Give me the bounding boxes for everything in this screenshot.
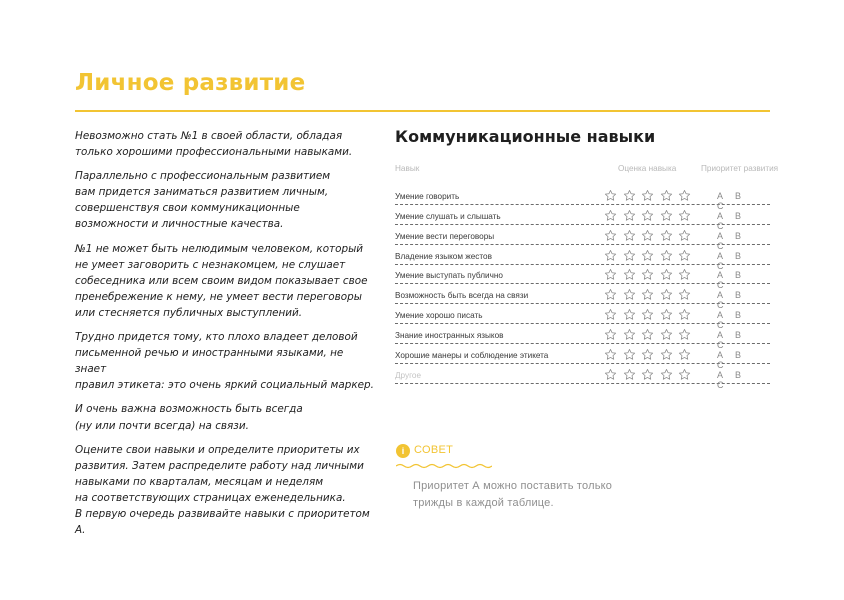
rating-stars [604, 288, 697, 302]
star-icon[interactable] [604, 348, 617, 361]
star-icon[interactable] [660, 249, 673, 262]
priority-option[interactable]: A [717, 329, 724, 340]
intro-paragraph-3: №1 не может быть нелюдимым человеком, который не умеет заговорить с незнакомцем, не слушает собеседника или всем своим видом показывает свое пренебрежение к нему, не умеет вести переговоры или стесняется публичных выступлений. [75, 242, 368, 319]
star-icon[interactable] [623, 288, 636, 301]
star-icon[interactable] [660, 368, 673, 381]
star-icon[interactable] [678, 189, 691, 202]
star-icon[interactable] [641, 229, 654, 242]
table-row [395, 265, 770, 291]
priority-option[interactable]: C [717, 260, 724, 271]
skill-label: Умение говорить [395, 192, 460, 201]
priority-option[interactable]: B [735, 369, 742, 380]
star-icon[interactable] [641, 288, 654, 301]
intro-paragraph-1: Невозможно стать №1 в своей области, обладая только хорошими профессиональными навыками. [75, 130, 353, 159]
star-icon[interactable] [604, 308, 617, 321]
priority-option[interactable]: A [717, 191, 724, 201]
priority-option[interactable]: A [717, 290, 724, 301]
skill-label: Знание иностранных языков [395, 330, 504, 340]
star-icon[interactable] [641, 189, 654, 202]
priority-option[interactable]: A [717, 210, 724, 221]
skill-label: Умение хорошо писать [395, 311, 483, 321]
star-icon[interactable] [660, 268, 673, 281]
priority-option[interactable]: B [735, 250, 742, 261]
priority-option[interactable]: B [735, 270, 742, 281]
star-icon[interactable] [623, 249, 636, 262]
priority-option[interactable]: A [717, 310, 724, 321]
table-row [395, 305, 770, 331]
star-icon[interactable] [604, 249, 617, 262]
column-header-skill: Навык [395, 164, 420, 173]
skill-label: Умение вести переговоры [395, 231, 495, 241]
priority-option[interactable]: C [717, 220, 724, 231]
skills-table-header [395, 164, 779, 178]
star-icon[interactable] [678, 229, 691, 242]
priority-option[interactable]: C [717, 280, 724, 291]
star-icon[interactable] [678, 268, 691, 281]
star-icon[interactable] [623, 209, 636, 222]
star-icon[interactable] [660, 189, 673, 202]
title-divider [75, 110, 770, 112]
rating-stars [604, 308, 697, 322]
priority-option[interactable]: B [735, 349, 742, 360]
star-icon[interactable] [604, 268, 617, 281]
star-icon[interactable] [604, 229, 617, 242]
rating-stars [604, 209, 697, 223]
star-icon[interactable] [678, 348, 691, 361]
star-icon[interactable] [641, 348, 654, 361]
star-icon[interactable] [641, 209, 654, 222]
table-row [395, 365, 770, 390]
priority-option[interactable]: C [717, 339, 724, 350]
priority-option[interactable]: C [717, 300, 724, 311]
table-row [395, 206, 770, 231]
skill-label: Владение языком жестов [395, 251, 492, 261]
star-icon[interactable] [660, 229, 673, 242]
priority-option[interactable]: C [717, 201, 724, 211]
star-icon[interactable] [641, 308, 654, 321]
skill-label: Возможность быть всегда на связи [395, 291, 529, 301]
table-row [395, 285, 770, 311]
priority-option[interactable]: B [735, 310, 742, 321]
star-icon[interactable] [604, 288, 617, 301]
priority-option[interactable]: A [717, 369, 724, 380]
star-icon[interactable] [678, 308, 691, 321]
priority-option[interactable]: A [717, 230, 724, 241]
priority-option[interactable]: B [735, 329, 742, 340]
info-icon: i [396, 444, 410, 458]
skills-section-title: Коммуникационные навыки [395, 127, 656, 146]
intro-paragraph-6: Оцените свои навыки и определите приоритеты их развития. Затем распределите работу над личными навыками по кварталам, месяцам и неделям на соответствующих страницах еженедельника. В первую очередь развивайте навыки с приоритетом А. [75, 443, 370, 537]
priority-option[interactable]: C [717, 240, 724, 251]
rating-stars [604, 229, 697, 243]
star-icon[interactable] [604, 328, 617, 341]
skill-label[interactable]: Другое [395, 370, 422, 380]
star-icon[interactable] [641, 368, 654, 381]
intro-paragraph-2: Параллельно с профессиональным развитием вам придется заниматься развитием личным, совершенствуя свои коммуникационные возможности и личностные качества. [75, 170, 331, 231]
intro-paragraph-4: Трудно придется тому, кто плохо владеет деловой письменной речью и иностранными языками, не знает правил этикета: это очень яркий социальный маркер. [75, 331, 374, 392]
rating-stars [604, 348, 697, 362]
rating-stars [604, 189, 697, 203]
star-icon[interactable] [641, 328, 654, 341]
star-icon[interactable] [678, 368, 691, 381]
star-icon[interactable] [623, 268, 636, 281]
table-row [395, 186, 770, 211]
table-row [395, 246, 770, 271]
priority-option[interactable]: C [717, 320, 724, 331]
rating-stars [604, 268, 697, 282]
star-icon[interactable] [623, 348, 636, 361]
priority-option[interactable]: C [717, 359, 724, 370]
tip-text: Приоритет А можно поставить только трижды в каждой таблице. [413, 480, 613, 509]
star-icon[interactable] [623, 308, 636, 321]
table-row [395, 325, 770, 350]
page-title: Личное развитие [75, 70, 306, 96]
star-icon[interactable] [604, 368, 617, 381]
tip-label: СОВЕТ [414, 444, 454, 456]
priority-option[interactable]: B [735, 230, 742, 241]
star-icon[interactable] [678, 209, 691, 222]
rating-stars [604, 249, 697, 263]
star-icon[interactable] [604, 209, 617, 222]
star-icon[interactable] [641, 268, 654, 281]
priority-option[interactable]: B [735, 290, 742, 301]
table-row [395, 226, 770, 251]
star-icon[interactable] [623, 368, 636, 381]
star-icon[interactable] [678, 328, 691, 341]
star-icon[interactable] [604, 189, 617, 202]
priority-option[interactable]: B [735, 191, 742, 201]
rating-stars [604, 368, 697, 382]
priority-option[interactable]: A [717, 349, 724, 360]
priority-options [717, 370, 770, 390]
tip-wave-divider [396, 463, 492, 469]
skill-label: Хорошие манеры и соблюдение этикета [395, 350, 549, 360]
star-icon[interactable] [660, 209, 673, 222]
star-icon[interactable] [660, 288, 673, 301]
star-icon[interactable] [678, 249, 691, 262]
intro-text [75, 128, 375, 546]
skills-table [395, 186, 770, 390]
priority-option[interactable]: A [717, 270, 724, 281]
star-icon[interactable] [623, 229, 636, 242]
star-icon[interactable] [660, 328, 673, 341]
star-icon[interactable] [623, 189, 636, 202]
star-icon[interactable] [660, 348, 673, 361]
column-header-rating: Оценка навыка [618, 164, 677, 173]
intro-paragraph-5: И очень важна возможность быть всегда (ну или почти всегда) на связи. [75, 403, 303, 432]
star-icon[interactable] [623, 328, 636, 341]
skill-label: Умение выступать публично [395, 271, 503, 281]
priority-option[interactable]: B [735, 210, 742, 221]
star-icon[interactable] [678, 288, 691, 301]
skill-label: Умение слушать и слышать [395, 211, 501, 221]
star-icon[interactable] [660, 308, 673, 321]
star-icon[interactable] [641, 249, 654, 262]
priority-option[interactable]: C [717, 379, 724, 390]
column-header-priority: Приоритет развития [701, 164, 779, 173]
priority-option[interactable]: A [717, 250, 724, 261]
table-row [395, 345, 770, 370]
rating-stars [604, 328, 697, 342]
